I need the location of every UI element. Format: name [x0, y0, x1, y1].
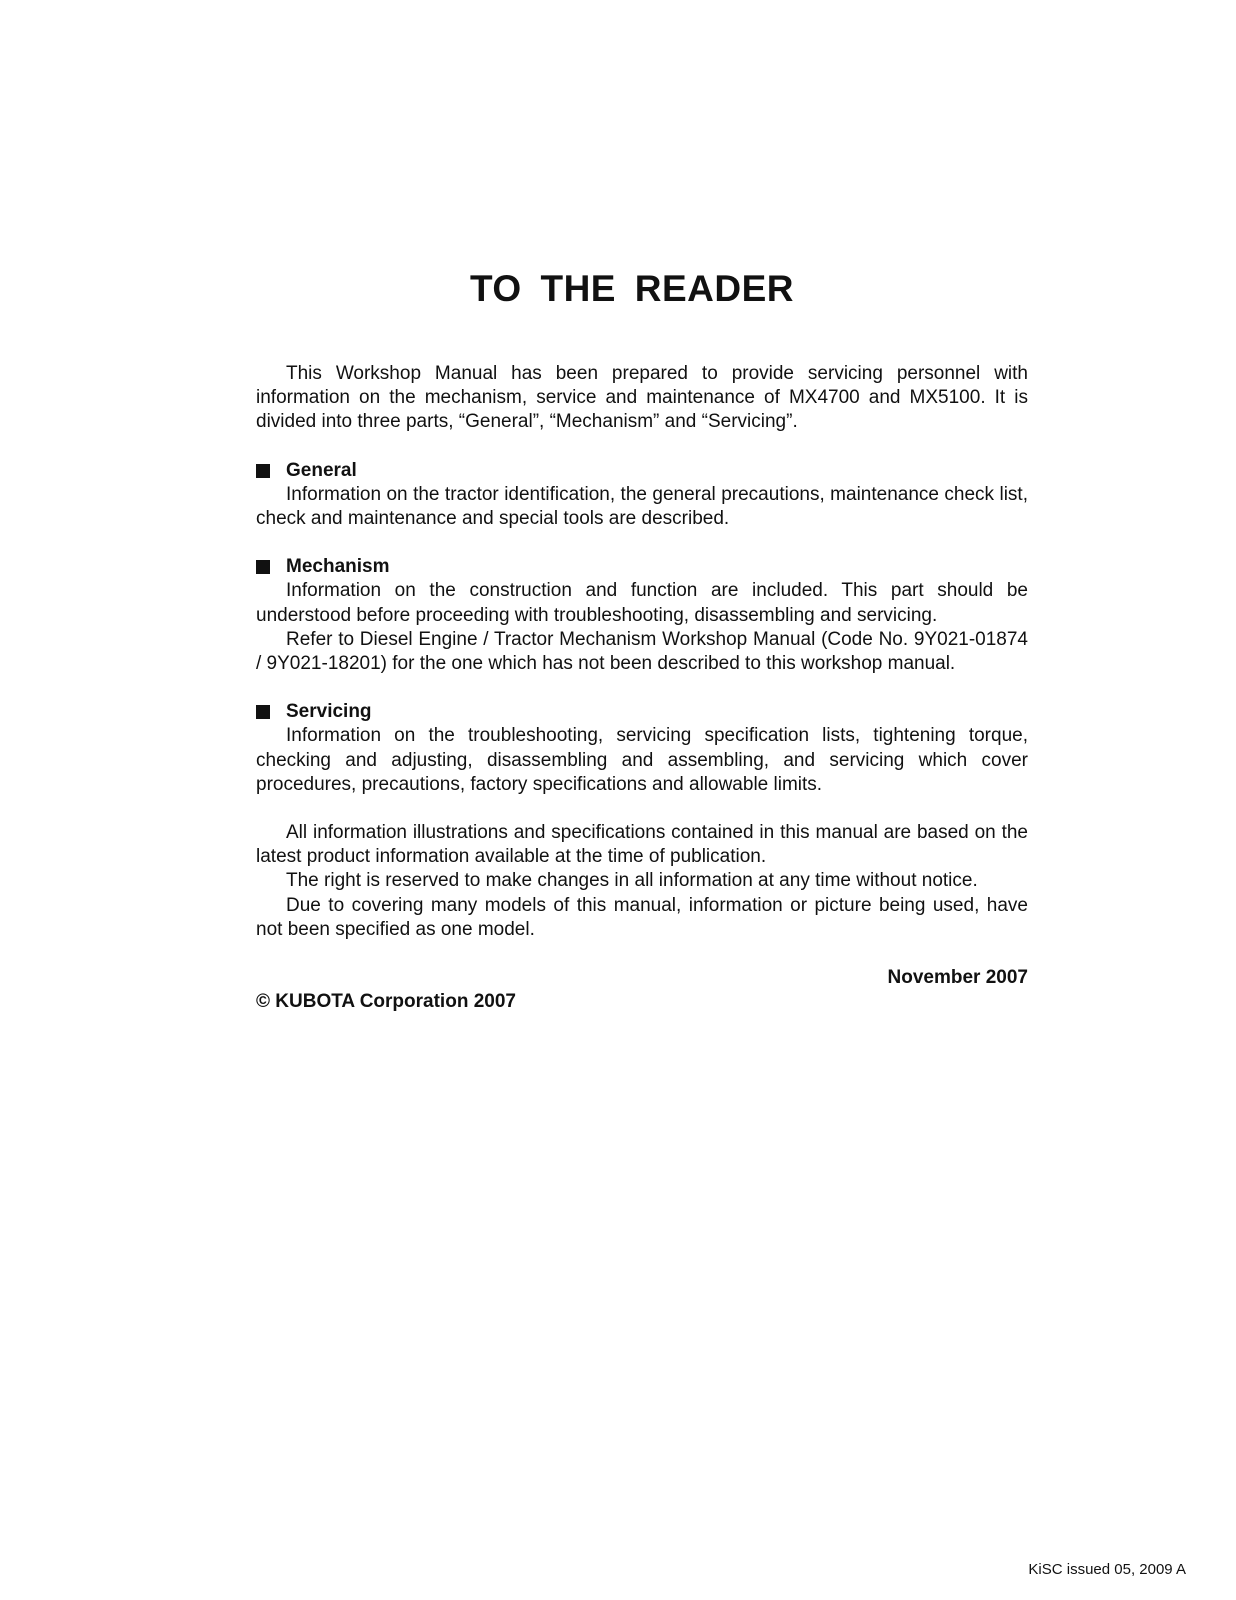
section-servicing [256, 700, 1028, 797]
section-paragraph: Information on the construction and function are included. This part should be understood before proceeding with troubleshooting, disassembling and servicing. [256, 580, 1028, 626]
square-bullet-icon [256, 560, 270, 574]
square-bullet-icon [256, 705, 270, 719]
copyright-notice: © KUBOTA Corporation 2007 [256, 991, 516, 1013]
section-heading-label: Mechanism [286, 556, 390, 578]
footer-issue-note: KiSC issued 05, 2009 A [1028, 1561, 1186, 1578]
closing-paragraph: All information illustrations and specifications contained in this manual are based on the latest product information available at the time of publication. [256, 822, 1028, 868]
section-heading-servicing [256, 700, 1028, 724]
intro-paragraph: This Workshop Manual has been prepared to provide servicing personnel with information on the mechanism, service and maintenance of MX4700 and MX5100. It is divided into three parts, “General”, “Mechanism” and “Servicing”. [256, 363, 1028, 433]
section-heading-mechanism [256, 555, 1028, 579]
section-mechanism [256, 555, 1028, 676]
closing-paragraph: The right is reserved to make changes in all information at any time without notice. [286, 870, 978, 892]
square-bullet-icon [256, 464, 270, 478]
closing-paragraph: Due to covering many models of this manual, information or picture being used, have not been specified as one model. [256, 894, 1028, 940]
page-title: TO THE READER [469, 268, 794, 309]
section-heading-general [256, 459, 1028, 483]
closing-notes [256, 821, 1028, 942]
publication-date: November 2007 [887, 967, 1028, 989]
section-heading-label: General [286, 459, 357, 481]
section-paragraph: Information on the tractor identification, the general precautions, maintenance check list, check and maintenance and special tools are described. [256, 483, 1028, 529]
section-heading-label: Servicing [286, 701, 372, 723]
section-general [256, 459, 1028, 532]
section-paragraph: Information on the troubleshooting, servicing specification lists, tightening torque, checking and adjusting, disassembling and assembling, and servicing which cover procedures, precautions, factory specifications and allowable limits. [256, 725, 1028, 795]
document-body [256, 362, 1028, 1014]
section-paragraph: Refer to Diesel Engine / Tractor Mechanism Workshop Manual (Code No. 9Y021-01874 / 9Y021-18201) for the one which has not been described to this workshop manual. [256, 628, 1028, 674]
